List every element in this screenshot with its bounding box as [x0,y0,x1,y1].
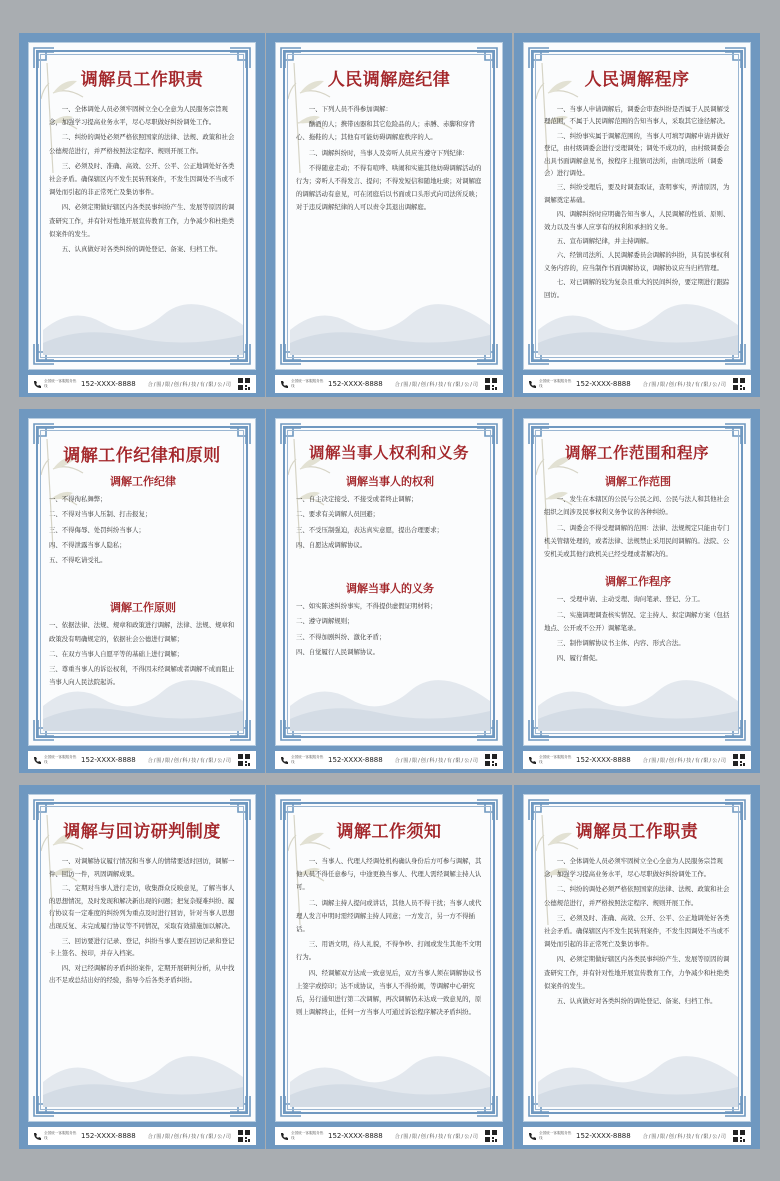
paragraph: 四、经调解双方达成一致意见后，双方当事人须在调解协议书上签字或捺印；达不成协议，当事人不得纷闹，等调解中心研究后，另行通知进行第二次调解，再次调解仍未达成一致意见的，原则上调解终止，任何一方当事人可通过诉讼程序解决矛盾纠纷。 [296,968,482,1017]
paragraph: 二、定期对当事人进行走访，收集群众反映意见，了解当事人的思想情况，及时发现和解决新出现的问题；把复杂疑难纠纷、履行协议有一定难度的纠纷列为重点及时进行回访，针对当事人思想出现反复、未完成履行协议等不同情况，采取有效措施加以解决。 [49,884,235,930]
mountain-mist-icon [43,1037,243,1107]
qr-code-icon [733,378,745,390]
poster-body [296,469,484,661]
footer-hotline-label: 全国统一客服服务热线 [44,755,77,764]
poster-inner [28,42,256,370]
phone-icon [33,1132,41,1140]
footer-phone: 152-XXXX-8888 [576,756,631,764]
poster-body [544,469,732,667]
footer-company: 合/围/限/创/科/技/有/限/公/司 [394,381,479,388]
poster-inner [275,42,503,370]
paragraph: 二、调委会不得受理调解的范围：法律、法规规定只能由专门机关管辖处理的，或者法律、法规禁止采用民间调解的。法院、公安机关或其他行政机关已经受理或者解决的。 [544,523,730,559]
paragraph: 三、用语文明，待人礼貌，不得争吵、打闹或发生其他不文明行为。 [296,940,482,962]
mountain-mist-icon [290,661,490,731]
paragraph: 三、回访要进行记录、登记，纠纷当事人要在回访记录和登记卡上签名、按印，并存入档案。 [49,936,235,958]
section-heading: 调解当事人的权利 [346,475,434,488]
footer-company: 合/围/限/创/科/技/有/限/公/司 [147,1133,232,1140]
footer-hotline-label: 全国统一客服服务热线 [539,379,572,388]
poster-inner [28,794,256,1122]
poster-footer [275,1127,503,1145]
paragraph: 五、宣布调解纪律，并主持调解。 [556,237,653,246]
phone-icon [528,756,536,764]
poster-card [19,409,265,773]
footer-phone: 152-XXXX-8888 [328,756,383,764]
poster-card [514,33,760,397]
paragraph: 一、全体调处人员必须牢固树立全心全意为人民服务宗旨观念，加强学习提高业务水平，尽心尽职做好纠纷调处工作。 [544,857,723,879]
poster-footer [28,375,256,393]
footer-phone: 152-XXXX-8888 [81,380,136,388]
phone-icon [528,1132,536,1140]
mountain-mist-icon [290,1037,490,1107]
poster-card [266,33,512,397]
poster-title: 调解当事人权利和义务 [308,443,469,462]
list-item: 一、如实陈述纠纷事实，不得提供虚假证明材料； [296,602,437,611]
list-item: 四、自愿达成调解协议。 [296,540,367,549]
section-heading: 调解工作程序 [605,575,671,589]
paragraph: 六、经镇司法所、人民调解委员会调解的纠纷，具有民事权利义务内容的，应当制作书面调解协议，调解协议应当归档管理。 [544,251,730,272]
paragraph: 二、纠纷事实属于调解范围的，当事人可填写调解申请并做好登记，由村级调委会进行受理调处；调处不成功的，由村级调委会出具书面调解意见书，按程序上报镇司法所，由镇司法所（调委会）进行调处。 [544,131,730,178]
list-item: 一、不得徇私舞弊； [49,495,107,504]
footer-phone: 152-XXXX-8888 [328,1132,383,1140]
section-heading: 调解工作纪律 [110,475,176,488]
paragraph: 一、发生在本辖区的公民与公民之间、公民与法人和其他社会组织之间涉及民事权利义务争议的各种纠纷。 [544,495,730,517]
poster-footer [275,751,503,769]
paragraph: 四、对已经调解的矛盾纠纷案件，定期开展研判分析，从中找出不足或总结出好的经验，指导今后各类矛盾纠纷。 [49,963,235,985]
paragraph: 四、必须定期做好辖区内各类民事纠纷产生、发展等原因的调查研究工作，并有针对性地开展宣传教育工作，力争减少和杜绝类似案件的发生。 [49,203,235,238]
paragraph: 不得随意走动；不得有喧哗、哄闹和实施其他妨碍调解活动的行为；旁听人不得发言、提问；不得发短信和随地吐痰；对调解庭的调解活动有意见，可在闭庭后以书面或口头形式向司法所反映；对于违反调解纪律的人可以责令其退出调解庭。 [296,163,482,212]
paragraph: 二、调解主持人提问或讲话，其他人员不得干扰；当事人或代理人发言申明时需经调解主持人同意；一方发言，另一方不得插话。 [296,898,482,934]
paragraph: 三、必须及时、准确、高效、公开、公平、公正地调处好各类社会矛盾。确保辖区内不发生民转刑案件，不发生因调处不当或不调处而引起的非正常死亡及集访事件。 [544,913,730,949]
footer-phone: 152-XXXX-8888 [576,380,631,388]
poster-title: 调解工作范围和程序 [564,443,709,462]
section-heading: 调解工作范围 [605,475,671,488]
qr-code-icon [485,378,497,390]
list-item: 二、要求有关调解人员回避； [296,510,380,519]
phone-icon [280,1132,288,1140]
list-item: 三、不得加剧纠纷、激化矛盾； [296,632,386,641]
list-item: 五、不得吃请受礼。 [49,556,107,565]
list-item: 四、自觉履行人民调解协议。 [296,647,380,656]
list-item: 二、遵守调解规则； [296,617,354,626]
poster-inner [523,794,751,1122]
qr-code-icon [238,1130,250,1142]
list-item: 四、不得泄露当事人隐私； [49,540,126,549]
poster-footer [523,751,751,769]
paragraph: 五、认真做好对各类纠纷的调处登记、备案、归档工作。 [556,997,717,1006]
poster-title: 调解工作纪律和原则 [63,446,221,466]
paragraph: 三、制作调解协议书主体、内容、形式合法。 [556,639,685,648]
list-item: 三、尊重当事人的诉讼权利，不得因未经调解或者调解不成而阻止当事人向人民法院起诉。 [49,665,235,687]
footer-company: 合/围/限/创/科/技/有/限/公/司 [394,757,479,764]
poster-title: 调解员工作职责 [575,822,699,842]
qr-code-icon [238,378,250,390]
poster-title: 人民调解庭纪律 [327,70,451,90]
paragraph: 五、认真做好对各类纠纷的调处登记、备案、归档工作。 [61,245,222,254]
poster-footer [28,751,256,769]
list-item: 一、自主决定接受、不接受或者终止调解； [296,495,418,504]
poster-card [19,33,265,397]
footer-phone: 152-XXXX-8888 [81,756,136,764]
paragraph: 二、纠纷的调处必须严格依照国家的法律、法规、政策和社会公德规范进行，并严格按照法定程序、规则开展工作。 [544,885,730,907]
footer-hotline-label: 全国统一客服服务热线 [44,379,77,388]
poster-footer [28,1127,256,1145]
phone-icon [280,756,288,764]
footer-hotline-label: 全国统一客服服务热线 [539,1131,572,1140]
phone-icon [33,756,41,764]
paragraph: 二、调解纠纷时，当事人及旁听人员应当遵守下列纪律： [308,148,469,157]
footer-company: 合/围/限/创/科/技/有/限/公/司 [147,757,232,764]
poster-body [544,855,732,1010]
paragraph: 二、实施调理调查核实情况、定主持人、拟定调解方案（包括地点、公开或不公开）调解笔录。 [544,610,730,632]
list-item: 一、依据法律、法规、规章和政策进行调解，法律、法规、规章和政策没有明确规定的，依据社会公德进行调解； [49,621,235,643]
paragraph: 一、当事人、代理人经调处机构确认身份后方可参与调解，其他人员不得任意参与，中途更换当事人、代理人需经调解主持人认可。 [296,857,482,892]
paragraph: 四、履行督促。 [556,654,602,663]
mountain-mist-icon [43,285,243,355]
poster-body [296,855,484,1021]
poster-inner [275,794,503,1122]
paragraph: 一、对调解协议履行情况和当事人的情绪要适时回访，调解一件、回访一件，巩固调解成果。 [49,857,235,878]
footer-phone: 152-XXXX-8888 [81,1132,136,1140]
footer-hotline-label: 全国统一客服服务热线 [291,1131,324,1140]
list-item: 三、不受压制强迫，表达真实意愿，提出合理要求； [296,525,443,534]
footer-hotline-label: 全国统一客服服务热线 [44,1131,77,1140]
mountain-mist-icon [538,661,738,731]
footer-company: 合/围/限/创/科/技/有/限/公/司 [147,381,232,388]
list-item: 三、不得侮辱、处罚纠纷当事人； [49,525,145,534]
poster-inner [275,418,503,746]
poster-footer [523,375,751,393]
poster-body [49,103,237,258]
poster-inner [523,42,751,370]
mountain-mist-icon [538,1037,738,1107]
paragraph: 二、纠纷的调处必须严格依照国家的法律、法规、政策和社会公德规范进行，并严格按照法定程序、规则开展工作。 [49,133,235,155]
footer-company: 合/围/限/创/科/技/有/限/公/司 [642,757,727,764]
footer-hotline-label: 全国统一客服服务热线 [291,755,324,764]
paragraph: 一、当事人申请调解后，调委会审查纠纷是否属于人民调解受理范围，不属于人民调解范围的告知当事人，采取其它途径解决。 [544,105,730,126]
paragraph: 三、必须及时、准确、高效、公开、公平、公正地调处好各类社会矛盾。确保辖区内不发生民转刑案件，不发生因调处不当或不调处而引起的非正常死亡及集访事件。 [49,161,235,197]
paragraph: 一、全体调处人员必须牢固树立全心全意为人民服务宗旨观念，加强学习提高业务水平，尽心尽职做好纠纷调处工作。 [49,105,228,127]
qr-code-icon [733,754,745,766]
list-item: 二、不得对当事人压制、打击报复； [49,510,152,519]
footer-hotline-label: 全国统一客服服务热线 [291,379,324,388]
list-item: 二、在双方当事人自愿平等的基础上进行调解； [49,649,184,658]
qr-code-icon [733,1130,745,1142]
section-heading: 调解工作原则 [110,601,176,615]
poster-card [19,785,265,1149]
poster-footer [523,1127,751,1145]
paragraph: 四、必须定期做好辖区内各类民事纠纷产生、发展等原因的调查研究工作，并有针对性地开展宣传教育工作，力争减少和杜绝类似案件的发生。 [544,955,730,990]
poster-title: 调解工作须知 [336,822,442,842]
poster-card [266,785,512,1149]
poster-body [49,855,237,989]
footer-company: 合/围/限/创/科/技/有/限/公/司 [394,1133,479,1140]
paragraph: 四、调解纠纷时应明确告知当事人，人民调解的性质、原则、效力以及当事人应享有的权利和承担的义务。 [544,210,730,231]
footer-phone: 152-XXXX-8888 [576,1132,631,1140]
poster-body [296,103,484,217]
qr-code-icon [485,754,497,766]
paragraph: 三、纠纷受理后，要及时调查取证，查明事实，弄清原因，为调解奠定基础。 [544,183,730,204]
poster-body [544,103,732,303]
poster-title: 调解员工作职责 [80,70,204,90]
section-heading: 调解当事人的义务 [346,582,434,596]
qr-code-icon [485,1130,497,1142]
phone-icon [528,380,536,388]
footer-company: 合/围/限/创/科/技/有/限/公/司 [642,1133,727,1140]
phone-icon [280,380,288,388]
footer-hotline-label: 全国统一客服服务热线 [539,755,572,764]
footer-phone: 152-XXXX-8888 [328,380,383,388]
poster-card [514,785,760,1149]
poster-card [514,409,760,773]
paragraph: 一、受理申请、主动受理、询问笔录、登记、分工。 [556,595,704,604]
poster-inner [28,418,256,746]
paragraph: 七、对已调解的较为复杂且重大的民间纠纷，要定期进行跟踪回访。 [544,278,730,299]
paragraph: 一、下列人员不得参加调解： [308,105,392,113]
footer-company: 合/围/限/创/科/技/有/限/公/司 [642,381,727,388]
mountain-mist-icon [290,285,490,355]
poster-title: 调解与回访研判制度 [63,822,221,842]
poster-footer [275,375,503,393]
poster-card [266,409,512,773]
poster-inner [523,418,751,746]
poster-body [49,469,237,691]
qr-code-icon [238,754,250,766]
paragraph: 酗酒的人；携带凶器和其它危险品的人；赤膊、赤脚和穿背心、拖鞋的人；其他有可能妨碍调解庭秩序的人。 [296,120,475,142]
phone-icon [33,380,41,388]
poster-title: 人民调解程序 [584,70,690,90]
